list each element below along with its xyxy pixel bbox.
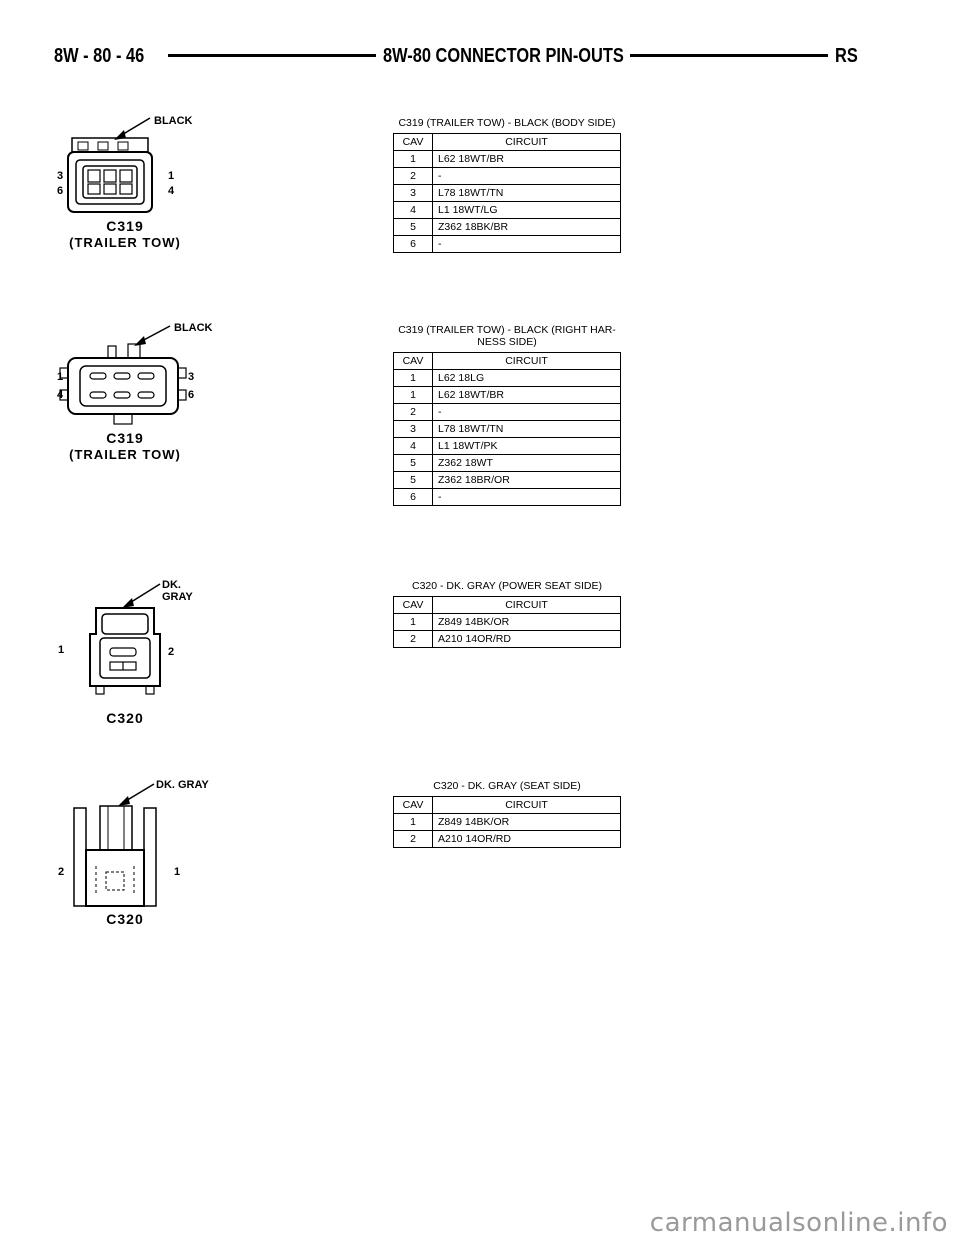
column-header-circuit: CIRCUIT — [433, 353, 621, 370]
pin-label: 4 — [57, 389, 64, 401]
connector-name: C319 — [106, 430, 144, 446]
table-title: C319 (TRAILER TOW) - BLACK (BODY SIDE) — [398, 117, 616, 129]
table-title: C320 - DK. GRAY (POWER SEAT SIDE) — [411, 580, 602, 592]
pinout-table-c319-body-side — [393, 117, 621, 253]
connector-name: C320 — [106, 911, 144, 927]
pin-label: 3 — [188, 371, 195, 383]
table-row — [394, 370, 621, 387]
circuit-cell: L62 18LG — [433, 370, 621, 387]
cav-cell: 1 — [394, 387, 433, 404]
table-row — [394, 814, 621, 831]
connector-name: C320 — [106, 710, 144, 726]
pin-label: 1 — [168, 170, 175, 182]
connector-name: C319 — [106, 218, 144, 234]
page-title: 8W-80 CONNECTOR PIN-OUTS — [383, 45, 624, 67]
table-row — [394, 438, 621, 455]
cav-cell: 5 — [394, 219, 433, 236]
table-row — [394, 489, 621, 506]
cav-cell: 1 — [394, 370, 433, 387]
pin-label: 3 — [57, 170, 64, 182]
page-number: 8W - 80 - 46 — [54, 45, 145, 67]
connector-diagram-c320-seat-side — [50, 776, 210, 926]
table-row — [394, 202, 621, 219]
cav-cell: 1 — [394, 814, 433, 831]
pinout-table-c319-harness-side — [393, 324, 621, 506]
pinout-table — [393, 796, 621, 848]
circuit-cell: L1 18WT/PK — [433, 438, 621, 455]
table-row — [394, 404, 621, 421]
cav-cell: 2 — [394, 404, 433, 421]
table-row — [394, 421, 621, 438]
connector-diagram-c319-body-side — [50, 108, 210, 258]
circuit-cell: - — [433, 236, 621, 253]
table-row — [394, 168, 621, 185]
header-rule-left — [168, 54, 376, 57]
circuit-cell: L78 18WT/TN — [433, 421, 621, 438]
column-header-circuit: CIRCUIT — [433, 134, 621, 151]
connector-color-label: DK. GRAY — [156, 779, 209, 791]
circuit-cell: L62 18WT/BR — [433, 387, 621, 404]
cav-cell: 3 — [394, 421, 433, 438]
column-header-circuit: CIRCUIT — [433, 597, 621, 614]
table-title: C320 - DK. GRAY (SEAT SIDE) — [433, 780, 581, 792]
circuit-cell: L62 18WT/BR — [433, 151, 621, 168]
table-row — [394, 631, 621, 648]
column-header-cav: CAV — [394, 134, 433, 151]
watermark-link[interactable]: carmanualsonline.info — [649, 1208, 948, 1238]
cav-cell: 6 — [394, 489, 433, 506]
connector-color-label: BLACK — [154, 115, 193, 127]
table-header-row — [394, 134, 621, 151]
pinout-table — [393, 596, 621, 648]
circuit-cell: A210 14OR/RD — [433, 831, 621, 848]
pin-label: 1 — [57, 371, 64, 383]
cav-cell: 3 — [394, 185, 433, 202]
table-row — [394, 219, 621, 236]
connector-color-label: BLACK — [174, 322, 213, 334]
section-code: RS — [835, 45, 858, 67]
header-rule-right — [630, 54, 828, 57]
circuit-cell: Z362 18WT — [433, 455, 621, 472]
pin-label: 6 — [188, 389, 195, 401]
pin-label: 6 — [57, 185, 64, 197]
cav-cell: 1 — [394, 151, 433, 168]
circuit-cell: - — [433, 404, 621, 421]
circuit-cell: - — [433, 168, 621, 185]
pinout-table-c320-seat-side — [393, 780, 621, 848]
pin-label: 1 — [58, 644, 65, 656]
connector-diagram-c320-power-seat-side — [50, 576, 210, 726]
pinout-table-c320-power-seat-side — [393, 580, 621, 648]
table-header-row — [394, 353, 621, 370]
circuit-cell: Z849 14BK/OR — [433, 814, 621, 831]
table-title-continued: NESS SIDE) — [477, 336, 537, 348]
column-header-circuit: CIRCUIT — [433, 797, 621, 814]
table-row — [394, 387, 621, 404]
cav-cell: 4 — [394, 438, 433, 455]
cav-cell: 1 — [394, 614, 433, 631]
pin-label: 2 — [58, 866, 65, 878]
circuit-cell: L1 18WT/LG — [433, 202, 621, 219]
table-row — [394, 151, 621, 168]
column-header-cav: CAV — [394, 797, 433, 814]
table-row — [394, 472, 621, 489]
pinout-table — [393, 133, 621, 253]
cav-cell: 2 — [394, 831, 433, 848]
pin-label: 1 — [174, 866, 181, 878]
table-row — [394, 185, 621, 202]
cav-cell: 2 — [394, 168, 433, 185]
circuit-cell: Z849 14BK/OR — [433, 614, 621, 631]
circuit-cell: A210 14OR/RD — [433, 631, 621, 648]
pin-label: 4 — [168, 185, 175, 197]
cav-cell: 6 — [394, 236, 433, 253]
connector-subname: (TRAILER TOW) — [69, 235, 181, 250]
page-header — [0, 0, 960, 80]
table-row — [394, 236, 621, 253]
circuit-cell: Z362 18BR/OR — [433, 472, 621, 489]
connector-subname: (TRAILER TOW) — [69, 447, 181, 462]
connector-c320-seat-drawing — [50, 776, 210, 926]
connector-diagram-c319-harness-side — [50, 316, 220, 466]
column-header-cav: CAV — [394, 353, 433, 370]
cav-cell: 5 — [394, 472, 433, 489]
table-header-row — [394, 597, 621, 614]
circuit-cell: Z362 18BK/BR — [433, 219, 621, 236]
table-row — [394, 831, 621, 848]
cav-cell: 2 — [394, 631, 433, 648]
table-row — [394, 614, 621, 631]
table-row — [394, 455, 621, 472]
pin-label: 2 — [168, 646, 175, 658]
pinout-table — [393, 352, 621, 506]
circuit-cell: L78 18WT/TN — [433, 185, 621, 202]
column-header-cav: CAV — [394, 597, 433, 614]
cav-cell: 4 — [394, 202, 433, 219]
table-title: C319 (TRAILER TOW) - BLACK (RIGHT HAR- — [398, 324, 616, 336]
connector-color-label: DK. GRAY — [162, 579, 193, 603]
circuit-cell: - — [433, 489, 621, 506]
cav-cell: 5 — [394, 455, 433, 472]
table-header-row — [394, 797, 621, 814]
